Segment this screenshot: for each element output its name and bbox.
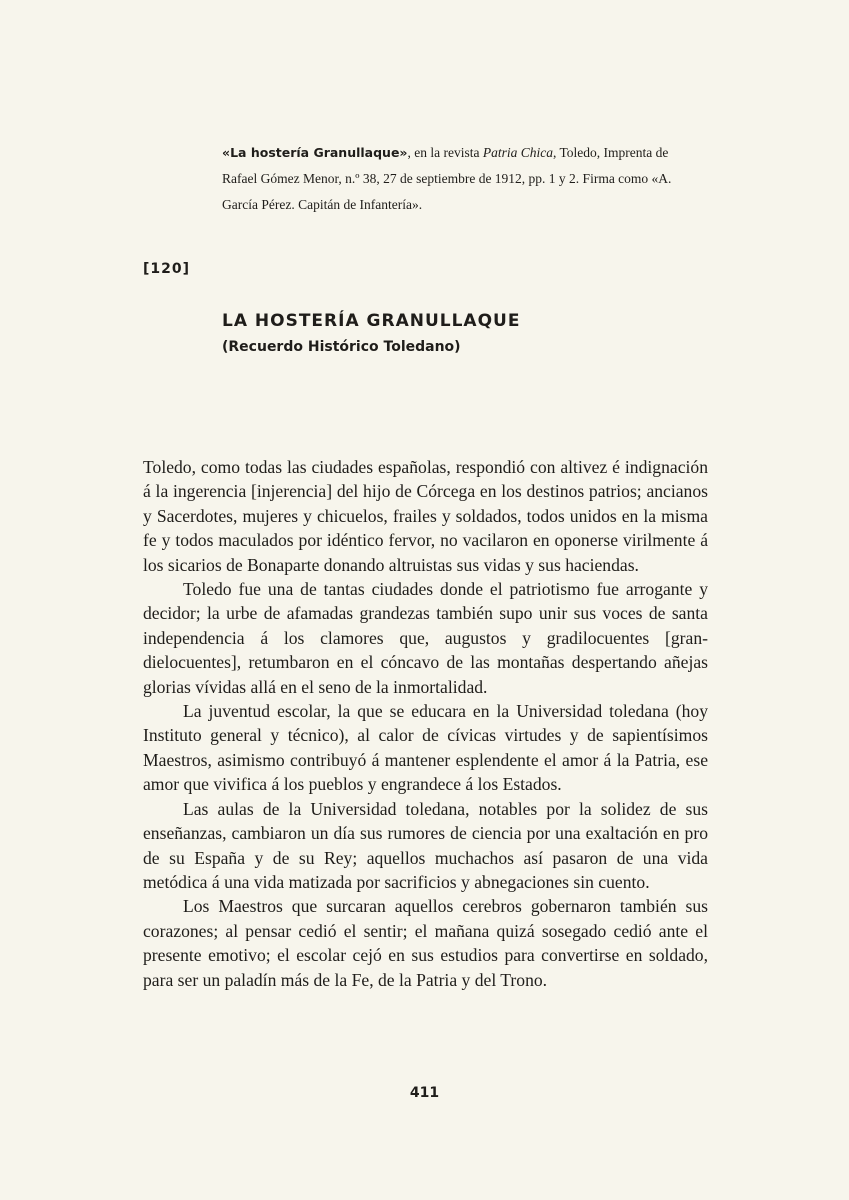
source-text-b: , Toledo, Imprenta de Rafael Gómez Menor, n.º 38, 27 de septiembre de 1912, pp. 1 y 2. Firma como «A. García Pérez. Capitán de Infantería».: [222, 145, 672, 212]
journal-name: Patria Chica: [482, 145, 553, 160]
source-note: [222, 140, 692, 218]
document-number: [120]: [143, 261, 191, 277]
document-title: LA HOSTERÍA GRANULLAQUE: [222, 311, 521, 331]
source-text-a: , en la revista: [407, 145, 483, 160]
page-number: 411: [409, 1085, 440, 1101]
body-text: [143, 455, 708, 992]
paragraph: Las aulas de la Universidad toledana, notables por la solidez de sus enseñanzas, cambiaron un día sus rumores de ciencia por una exaltación en pro de su España y de su Rey; aquellos muchachos así pasaron de una vida metódica á una vida matizada por sacrificios y abnegaciones sin cuento.: [143, 798, 708, 892]
paragraph: Toledo, como todas las ciudades españolas, respondió con altivez é indignación á la ingerencia [injerencia] del hijo de Córcega en los destinos patrios; ancianos y Sacerdotes, mujeres y chicuelos, frailes y soldados, todos unidos en la misma fe y todos maculados por idéntico fervor, no vacilaron en oponerse virilmente á los sicarios de Bonaparte donando altruistas sus vidas y sus haciendas.: [143, 457, 708, 575]
paragraph: Toledo fue una de tantas ciudades donde el patriotismo fue arrogante y decidor; la urbe de afamadas grandezas también supo unir sus voces de santa independencia á los clamores que, augustos y gradilocuentes [grandielocuentes], retumbaron en el cóncavo de las montañas despertando añejas glorias vívidas allá en el seno de la inmortalidad.: [143, 579, 708, 697]
paragraph: Los Maestros que surcaran aquellos cerebros gobernaron también sus corazones; al pensar cedió el sentir; el mañana quizá sosegado cedió ante el presente emotivo; el escolar cejó en sus estudios para convertirse en soldado, para ser un paladín más de la Fe, de la Patria y del Trono.: [143, 896, 708, 990]
source-title: «La hostería Granullaque»: [222, 145, 408, 160]
document-subtitle: (Recuerdo Histórico Toledano): [222, 339, 461, 355]
paragraph: La juventud escolar, la que se educara en la Universidad toledana (hoy Instituto general y técnico), al calor de cívicas virtudes y de sapientísimos Maestros, asimismo contribuyó á mantener esplendente el amor á la Patria, ese amor que vivifica á los pueblos y engrandece á los Estados.: [143, 701, 708, 795]
